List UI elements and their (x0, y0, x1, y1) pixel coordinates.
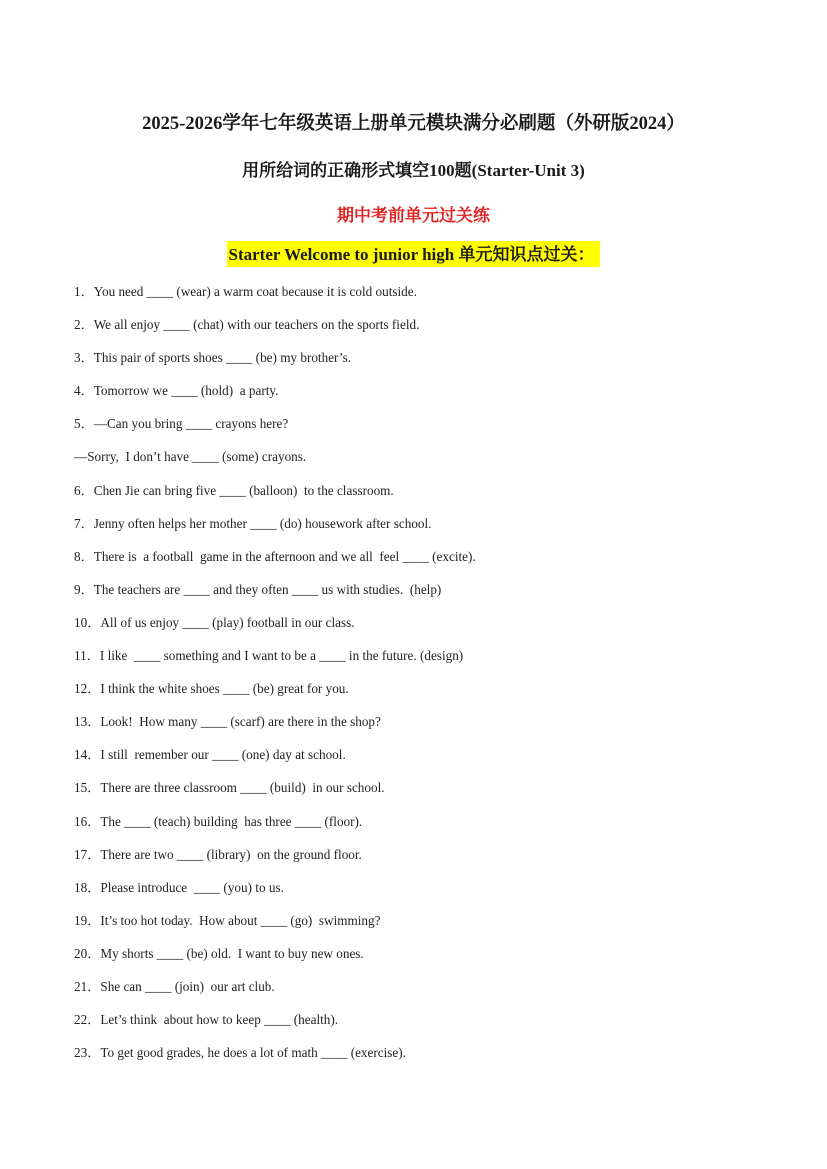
section-heading (0, 240, 827, 265)
question-item: 12．I think the white shoes ____ (be) great for you. (74, 681, 349, 697)
question-item: 17．There are two ____ (library) on the ground floor. (74, 846, 362, 862)
exam-practice-heading: 期中考前单元过关练 (337, 206, 490, 225)
document-subtitle: 用所给词的正确形式填空100题(Starter-Unit 3) (242, 161, 585, 180)
question-item: 3．This pair of sports shoes ____ (be) my brother’s. (74, 350, 352, 366)
question-item: 20．My shorts ____ (be) old. I want to buy new ones. (74, 945, 364, 961)
question-item: 21．She can ____ (join) our art club. (74, 978, 275, 994)
question-item: 6．Chen Jie can bring five ____ (balloon) to the classroom. (74, 482, 394, 498)
question-item: 16．The ____ (teach) building has three ____ (floor). (74, 813, 363, 829)
question-item: 11．I like ____ something and I want to be a ____ in the future. (design) (74, 648, 464, 664)
question-item: 15．There are three classroom ____ (build) in our school. (74, 780, 385, 796)
question-item: 19．It’s too hot today. How about ____ (go) swimming? (74, 912, 381, 928)
question-item: 14．I still remember our ____ (one) day at school. (74, 747, 346, 763)
question-item: 10．All of us enjoy ____ (play) football in our class. (74, 614, 355, 630)
question-item-reply: —Sorry, I don’t have ____ (some) crayons. (74, 449, 307, 465)
question-item: 7．Jenny often helps her mother ____ (do) housework after school. (74, 515, 432, 531)
question-item: 2．We all enjoy ____ (chat) with our teachers on the sports field. (74, 317, 420, 333)
question-item: 18．Please introduce ____ (you) to us. (74, 879, 284, 895)
question-item: 4．Tomorrow we ____ (hold) a party. (74, 383, 279, 399)
question-item: 5．—Can you bring ____ crayons here? (74, 416, 289, 432)
question-item: 13．Look! How many ____ (scarf) are there in the shop? (74, 714, 381, 730)
document-title: 2025-2026学年七年级英语上册单元模块满分必刷题（外研版2024） (142, 114, 685, 134)
question-item: 9．The teachers are ____ and they often ____ us with studies. (help) (74, 581, 442, 597)
question-list (74, 283, 774, 1077)
question-item: 22．Let’s think about how to keep ____ (health). (74, 1012, 339, 1028)
section-heading-highlight: Starter Welcome to junior high 单元知识点过关： (227, 241, 601, 267)
question-item: 8．There is a football game in the afternoon and we all feel ____ (excite). (74, 548, 476, 564)
question-item: 1．You need ____ (wear) a warm coat because it is cold outside. (74, 284, 417, 299)
question-item: 23．To get good grades, he does a lot of math ____ (exercise). (74, 1045, 406, 1061)
